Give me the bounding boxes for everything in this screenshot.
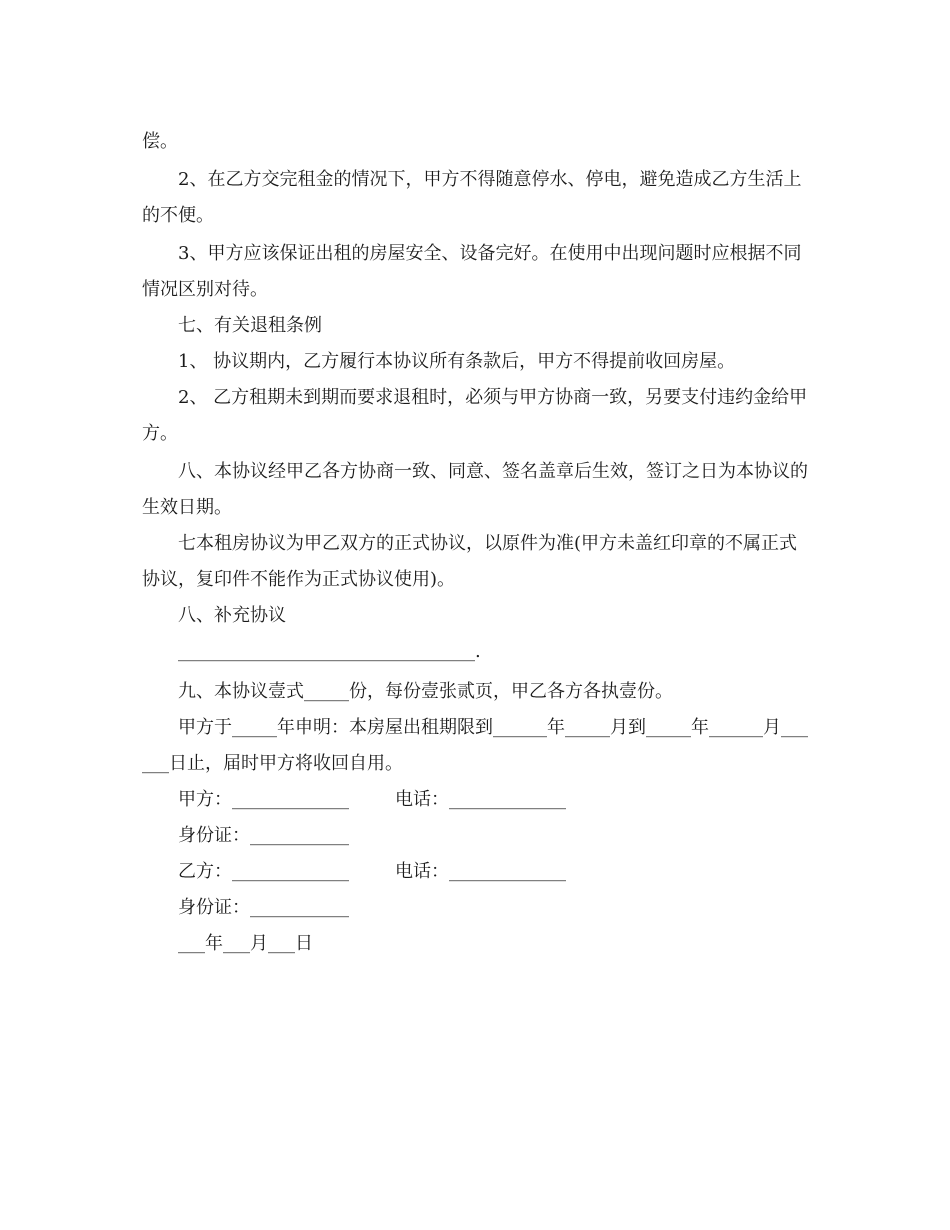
party-b-phone-field: 电话：_____________ (395, 861, 566, 882)
clause-7-2: 2、 乙方租期未到期而要求退租时，必须与甲方协商一致，另要支付违约金给甲方。 (142, 387, 808, 444)
party-a-field: 甲方：_____________ (178, 789, 349, 810)
clause-7-1: 1、 协议期内，乙方履行本协议所有条款后，甲方不得提前收回房屋。 (178, 351, 736, 372)
lease-term-paragraph: 甲方于_____年申明：本房屋出租期限到______年_____月到_____年______月______日止，届时甲方将收回自用。 (142, 717, 808, 774)
clause-6-3: 3、甲方应该保证出租的房屋安全、设备完好。在使用中出现问题时应根据不同情况区别对待。 (142, 243, 802, 300)
date-field: ___年___月___日 (178, 933, 313, 954)
paragraph-continuation: 偿。 (142, 131, 178, 152)
supplementary-heading: 八、补充协议 (178, 605, 286, 626)
supplementary-blank-line: _________________________________. (178, 641, 481, 662)
section-7b-paragraph: 七本租房协议为甲乙双方的正式协议，以原件为准(甲方未盖红印章的不属正式协议，复印件不能作为正式协议使用)。 (142, 533, 798, 590)
party-b-field: 乙方：_____________ (178, 861, 349, 882)
party-b-id-field: 身份证：___________ (178, 897, 349, 918)
clause-6-2: 2、在乙方交完租金的情况下，甲方不得随意停水、停电，避免造成乙方生活上的不便。 (142, 169, 802, 226)
section-7-heading: 七、有关退租条例 (178, 315, 322, 336)
section-8-paragraph: 八、本协议经甲乙各方协商一致、同意、签名盖章后生效，签订之日为本协议的生效日期。 (142, 461, 808, 518)
section-9-paragraph: 九、本协议壹式_____份，每份壹张贰页，甲乙各方各执壹份。 (178, 681, 673, 702)
party-a-id-field: 身份证：___________ (178, 825, 349, 846)
party-a-phone-field: 电话：_____________ (395, 789, 566, 810)
